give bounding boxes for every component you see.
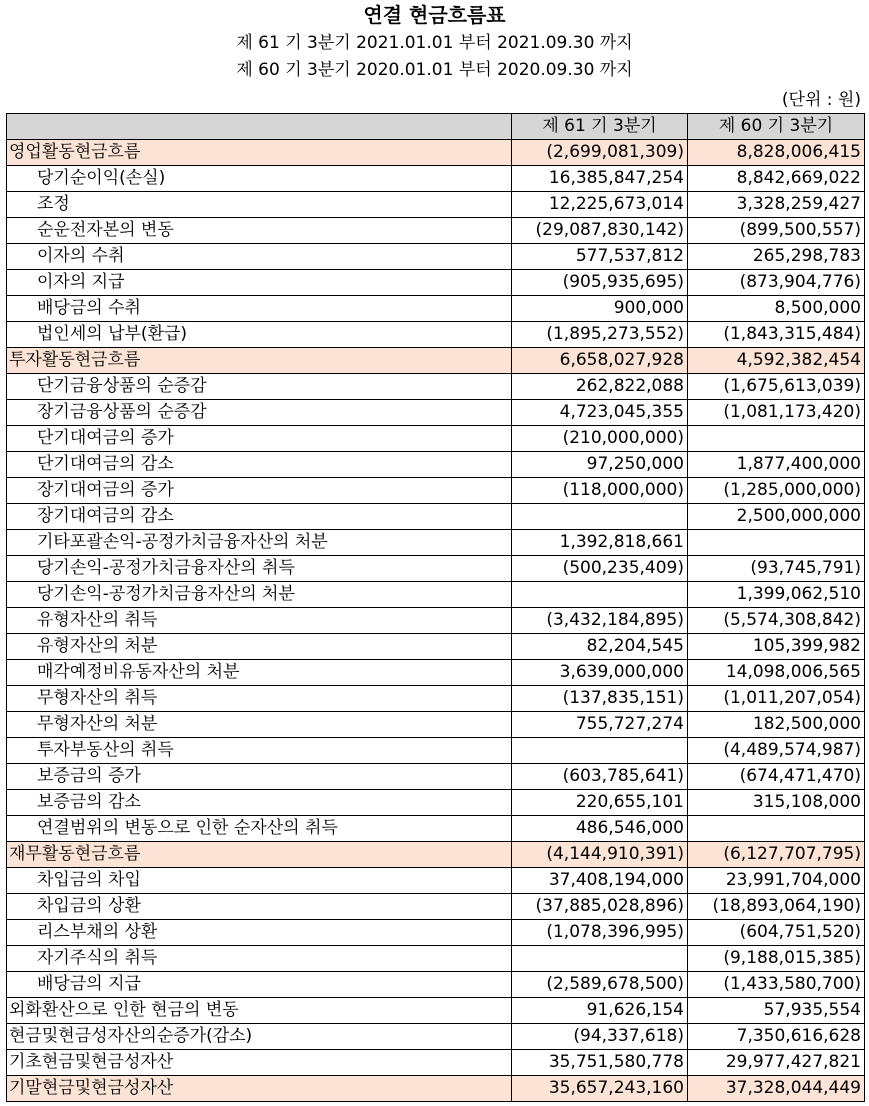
current-period-value: (4,144,910,391) <box>512 842 688 868</box>
current-period-value: 577,537,812 <box>512 244 688 270</box>
row-label: 조정 <box>7 192 512 218</box>
current-period-value: 262,822,088 <box>512 374 688 400</box>
table-row <box>7 166 865 192</box>
row-label: 자기주식의 취득 <box>7 946 512 972</box>
table-row <box>7 504 865 530</box>
table-row <box>7 608 865 634</box>
prior-period-value: (4,489,574,987) <box>688 738 865 764</box>
row-label: 리스부채의 상환 <box>7 920 512 946</box>
current-period-value: (94,337,618) <box>512 1024 688 1050</box>
current-period-value: (29,087,830,142) <box>512 218 688 244</box>
row-label: 단기대여금의 증가 <box>7 426 512 452</box>
current-period-value: 91,626,154 <box>512 998 688 1024</box>
prior-period-value: 8,828,006,415 <box>688 140 865 166</box>
current-period-value: (905,935,695) <box>512 270 688 296</box>
prior-period-value: (93,745,791) <box>688 556 865 582</box>
row-label: 단기대여금의 감소 <box>7 452 512 478</box>
statement-title: 연결 현금흐름표 <box>363 3 506 27</box>
table-row <box>7 452 865 478</box>
prior-period-value <box>688 530 865 556</box>
current-period-value: (1,895,273,552) <box>512 322 688 348</box>
table-row <box>7 1050 865 1076</box>
current-period-value: (137,835,151) <box>512 686 688 712</box>
prior-period-value: 8,842,669,022 <box>688 166 865 192</box>
prior-period-value: 29,977,427,821 <box>688 1050 865 1076</box>
current-period-value: (210,000,000) <box>512 426 688 452</box>
prior-period-value: 265,298,783 <box>688 244 865 270</box>
current-period-value: 220,655,101 <box>512 790 688 816</box>
table-row <box>7 738 865 764</box>
current-period-value: 900,000 <box>512 296 688 322</box>
current-period-value: 1,392,818,661 <box>512 530 688 556</box>
table-row <box>7 530 865 556</box>
prior-period-value: 182,500,000 <box>688 712 865 738</box>
prior-period-value: (604,751,520) <box>688 920 865 946</box>
prior-period-value: 2,500,000,000 <box>688 504 865 530</box>
table-row <box>7 998 865 1024</box>
header-prior-period: 제 60 기 3분기 <box>688 114 865 140</box>
table-row <box>7 920 865 946</box>
current-period-value: 82,204,545 <box>512 634 688 660</box>
current-period-value: 6,658,027,928 <box>512 348 688 374</box>
table-row <box>7 426 865 452</box>
table-row <box>7 296 865 322</box>
current-period-value: (603,785,641) <box>512 764 688 790</box>
table-row <box>7 764 865 790</box>
prior-period-value: 37,328,044,449 <box>688 1076 865 1102</box>
table-row <box>7 686 865 712</box>
prior-period-value: 4,592,382,454 <box>688 348 865 374</box>
header-blank-cell <box>7 114 512 140</box>
current-period-value: 12,225,673,014 <box>512 192 688 218</box>
current-period-value: (1,078,396,995) <box>512 920 688 946</box>
row-label: 기말현금및현금성자산 <box>7 1076 512 1102</box>
table-row <box>7 946 865 972</box>
current-period-value <box>512 504 688 530</box>
table-row <box>7 218 865 244</box>
row-label: 기초현금및현금성자산 <box>7 1050 512 1076</box>
row-label: 순운전자본의 변동 <box>7 218 512 244</box>
table-row <box>7 1076 865 1102</box>
current-period-value: 35,657,243,160 <box>512 1076 688 1102</box>
current-period-value: 97,250,000 <box>512 452 688 478</box>
table-row <box>7 556 865 582</box>
table-row <box>7 894 865 920</box>
row-label: 법인세의 납부(환급) <box>7 322 512 348</box>
row-label: 연결범위의 변동으로 인한 순자산의 취득 <box>7 816 512 842</box>
prior-period-value: 23,991,704,000 <box>688 868 865 894</box>
table-row <box>7 790 865 816</box>
table-row <box>7 816 865 842</box>
current-period-value: (2,699,081,309) <box>512 140 688 166</box>
current-period-value: 486,546,000 <box>512 816 688 842</box>
table-row <box>7 634 865 660</box>
prior-period-value: 57,935,554 <box>688 998 865 1024</box>
table-row <box>7 348 865 374</box>
row-label: 이자의 수취 <box>7 244 512 270</box>
period-current: 제 61 기 3분기 2021.01.01 부터 2021.09.30 까지 <box>236 33 633 53</box>
prior-period-value: (1,081,173,420) <box>688 400 865 426</box>
table-row <box>7 1024 865 1050</box>
row-label: 배당금의 지급 <box>7 972 512 998</box>
prior-period-value: (18,893,064,190) <box>688 894 865 920</box>
row-label: 이자의 지급 <box>7 270 512 296</box>
row-label: 차입금의 상환 <box>7 894 512 920</box>
row-label: 장기금융상품의 순증감 <box>7 400 512 426</box>
row-label: 기타포괄손익-공정가치금융자산의 처분 <box>7 530 512 556</box>
table-row <box>7 140 865 166</box>
current-period-value <box>512 582 688 608</box>
prior-period-value: (5,574,308,842) <box>688 608 865 634</box>
current-period-value: 35,751,580,778 <box>512 1050 688 1076</box>
table-row <box>7 712 865 738</box>
prior-period-value <box>688 816 865 842</box>
row-label: 무형자산의 처분 <box>7 712 512 738</box>
table-row <box>7 374 865 400</box>
current-period-value: (3,432,184,895) <box>512 608 688 634</box>
row-label: 외화환산으로 인한 현금의 변동 <box>7 998 512 1024</box>
prior-period-value: 14,098,006,565 <box>688 660 865 686</box>
current-period-value: 3,639,000,000 <box>512 660 688 686</box>
prior-period-value: (1,285,000,000) <box>688 478 865 504</box>
row-label: 보증금의 감소 <box>7 790 512 816</box>
current-period-value: (118,000,000) <box>512 478 688 504</box>
row-label: 무형자산의 취득 <box>7 686 512 712</box>
prior-period-value: 7,350,616,628 <box>688 1024 865 1050</box>
row-label: 매각예정비유동자산의 처분 <box>7 660 512 686</box>
row-label: 보증금의 증가 <box>7 764 512 790</box>
prior-period-value: (1,675,613,039) <box>688 374 865 400</box>
prior-period-value: 3,328,259,427 <box>688 192 865 218</box>
cash-flow-table <box>6 113 865 1102</box>
current-period-value: 755,727,274 <box>512 712 688 738</box>
table-row <box>7 660 865 686</box>
prior-period-value: (1,433,580,700) <box>688 972 865 998</box>
table-row <box>7 400 865 426</box>
row-label: 당기순이익(손실) <box>7 166 512 192</box>
table-row <box>7 868 865 894</box>
prior-period-value: 1,399,062,510 <box>688 582 865 608</box>
row-label: 투자부동산의 취득 <box>7 738 512 764</box>
row-label: 재무활동현금흐름 <box>7 842 512 868</box>
table-header-row <box>7 114 865 140</box>
row-label: 배당금의 수취 <box>7 296 512 322</box>
row-label: 영업활동현금흐름 <box>7 140 512 166</box>
prior-period-value <box>688 426 865 452</box>
row-label: 장기대여금의 증가 <box>7 478 512 504</box>
period-prior: 제 60 기 3분기 2020.01.01 부터 2020.09.30 까지 <box>236 60 633 80</box>
row-label: 유형자산의 취득 <box>7 608 512 634</box>
prior-period-value: 8,500,000 <box>688 296 865 322</box>
row-label: 당기손익-공정가치금융자산의 처분 <box>7 582 512 608</box>
table-row <box>7 478 865 504</box>
table-row <box>7 192 865 218</box>
unit-label: (단위 : 원) <box>781 90 861 110</box>
row-label: 투자활동현금흐름 <box>7 348 512 374</box>
row-label: 단기금융상품의 순증감 <box>7 374 512 400</box>
current-period-value: 4,723,045,355 <box>512 400 688 426</box>
current-period-value: (500,235,409) <box>512 556 688 582</box>
prior-period-value: 315,108,000 <box>688 790 865 816</box>
row-label: 장기대여금의 감소 <box>7 504 512 530</box>
prior-period-value: (9,188,015,385) <box>688 946 865 972</box>
header-current-period: 제 61 기 3분기 <box>512 114 688 140</box>
current-period-value <box>512 946 688 972</box>
current-period-value: (37,885,028,896) <box>512 894 688 920</box>
prior-period-value: (674,471,470) <box>688 764 865 790</box>
prior-period-value: 105,399,982 <box>688 634 865 660</box>
row-label: 당기손익-공정가치금융자산의 취득 <box>7 556 512 582</box>
row-label: 현금및현금성자산의순증가(감소) <box>7 1024 512 1050</box>
prior-period-value: 1,877,400,000 <box>688 452 865 478</box>
current-period-value: (2,589,678,500) <box>512 972 688 998</box>
table-row <box>7 270 865 296</box>
prior-period-value: (899,500,557) <box>688 218 865 244</box>
current-period-value: 37,408,194,000 <box>512 868 688 894</box>
row-label: 유형자산의 처분 <box>7 634 512 660</box>
row-label: 차입금의 차입 <box>7 868 512 894</box>
table-row <box>7 322 865 348</box>
prior-period-value: (6,127,707,795) <box>688 842 865 868</box>
current-period-value <box>512 738 688 764</box>
prior-period-value: (1,011,207,054) <box>688 686 865 712</box>
prior-period-value: (873,904,776) <box>688 270 865 296</box>
table-row <box>7 972 865 998</box>
table-row <box>7 244 865 270</box>
prior-period-value: (1,843,315,484) <box>688 322 865 348</box>
current-period-value: 16,385,847,254 <box>512 166 688 192</box>
table-row <box>7 842 865 868</box>
table-row <box>7 582 865 608</box>
